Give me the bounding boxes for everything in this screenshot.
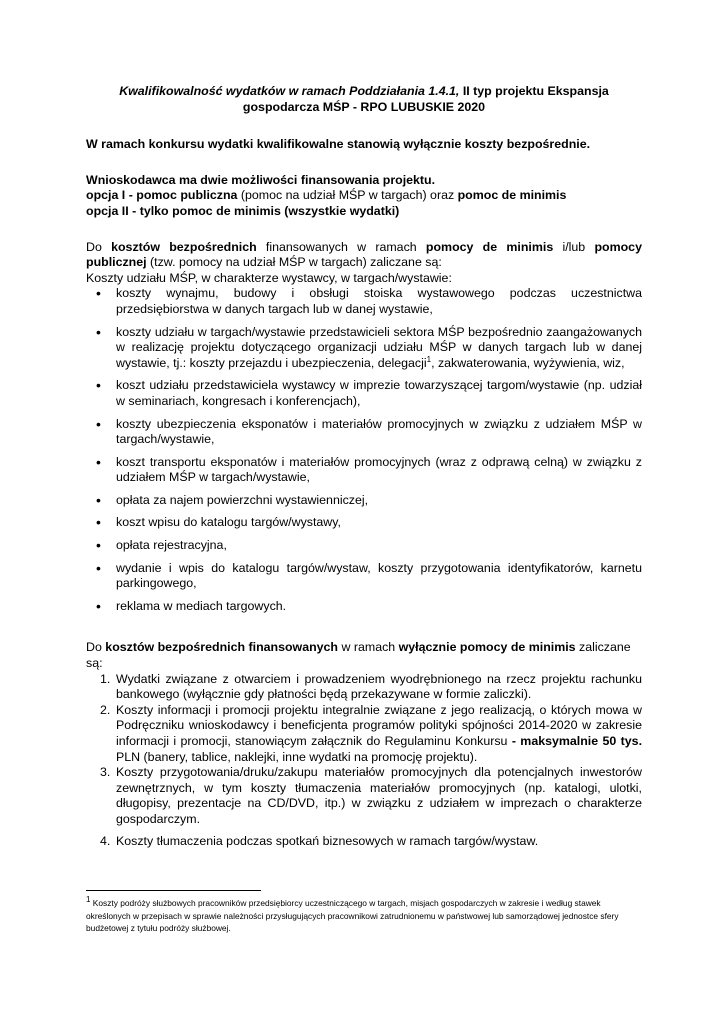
title-italic: Kwalifikowalność wydatków w ramach Poddziałania 1.4.1, [119, 84, 460, 98]
option-1-desc: (pomoc na udział MŚP w targach) oraz [237, 188, 458, 203]
s1-text-b: kosztów bezpośrednich [111, 239, 257, 254]
s1-text-d: pomocy de minimis [425, 239, 554, 254]
item-number: 3. [100, 765, 111, 780]
footnote-text: Koszty podróży służbowych pracowników przedsiębiorcy uczestniczącego w targach, misjach gospodarczych w zakresie i według stawek określonych w przepisach w sprawie należności przysługujących pracownikowi zatrudnionemu w państwowej lub samorządowej jednostce sfery budżetowej z tytułu podróży służbowej. [86, 898, 619, 933]
document-title [86, 84, 642, 115]
list-item [86, 765, 642, 827]
document-page [86, 84, 642, 849]
section-2-list [86, 672, 642, 850]
item-number: 4. [100, 833, 111, 848]
list-item [86, 834, 642, 850]
option-1-deminimis: pomoc de minimis [457, 188, 567, 203]
footnote-divider [86, 890, 261, 891]
section-1 [86, 240, 642, 615]
item-number: 2. [100, 702, 111, 717]
option-1 [86, 188, 642, 204]
item-tail: PLN (banery, tablice, naklejki, inne wydatki na promocję projektu). [116, 749, 478, 764]
footnote [86, 897, 642, 935]
s1-text-a: Do [86, 239, 112, 254]
item-number: 1. [100, 671, 111, 686]
section-2-intro [86, 640, 642, 671]
list-item: • koszty wynajmu, budowy i obsługi stoiska wystawowego podczas uczestnictwa przedsiębiorstwa w danych targach lub w danej wystawie, [86, 286, 642, 317]
intro-paragraph: W ramach konkursu wydatki kwalifikowalne stanowią wyłącznie koszty bezpośrednie. [86, 137, 591, 152]
section-2 [86, 640, 642, 849]
section-1-intro [86, 240, 642, 271]
s2-text-c: w ramach [338, 640, 399, 655]
s2-text-a: Do [86, 640, 106, 655]
s1-text-f: pomocy publicznej [86, 239, 642, 270]
item-text: Koszty przygotowania/druku/zakupu materiałów promocyjnych dla potencjalnych inwestorów zewnętrznych, w tym koszty tłumaczenia materiałów promocyjnych (np. katalogi, ulotki, długopisy, prezentacje na CD/DVD, itp.) w związku z udziałem w imprezach o charakterze gospodarczym. [116, 765, 642, 826]
list-item-tail: , zakwaterowania, wyżywienia, wiz, [431, 355, 625, 370]
options-heading: Wnioskodawca ma dwie możliwości finansowania projektu. [86, 172, 436, 187]
item-text: Koszty tłumaczenia podczas spotkań biznesowych w ramach targów/wystaw. [116, 833, 539, 848]
s1-text-e: i/lub [553, 239, 595, 254]
item-text: Koszty informacji i promocji projektu integralnie związane z jego realizacją, o których mowa w Podręczniku wnioskodawcy i beneficjenta programów polityki spójności 2014-2020 w zakresie informacji i promocji, stanowiącym załącznik do Regulaminu Konkursu [116, 702, 642, 748]
s1-text-g: (tzw. pomocy na udział MŚP w targach) zaliczane są: [146, 255, 442, 270]
list-item: • koszt udziału przedstawiciela wystawcy w imprezie towarzyszącej targom/wystawie (np. udział w seminariach, kongresach i konferencjach), [86, 378, 642, 409]
option-1-label: opcja I - pomoc publiczna [86, 188, 238, 203]
list-item [86, 703, 642, 765]
option-2: opcja II - tylko pomoc de minimis (wszystkie wydatki) [86, 203, 400, 218]
item-bold: - maksymalnie 50 tys. [511, 734, 643, 748]
title-rest: II typ projektu Ekspansja gospodarcza MŚP - RPO LUBUSKIE 2020 [242, 84, 609, 114]
s2-text-e: zaliczane są: [86, 640, 631, 671]
options-block [86, 173, 642, 220]
list-item-text: koszty udziału w targach/wystawie przedstawicieli sektora MŚP bezpośrednio zaangażowanych w realizację projektu dotyczącego organizacji udziału MŚP w danych targach lub w danej wystawie, tj.: koszty przejazdu i ubezpieczenia, delegacji [116, 324, 642, 370]
item-text: Wydatki związane z otwarciem i prowadzeniem wyodrębnionego na rzecz projektu rachunku bankowego (wyłącznie gdy płatności będą przekazywane w formie zaliczki). [116, 671, 642, 702]
footnote-mark: 1 [86, 895, 91, 905]
list-item: • opłata za najem powierzchni wystawienniczej, [86, 493, 642, 509]
list-item: • reklama w mediach targowych. [86, 599, 642, 615]
list-item: • opłata rejestracyjna, [86, 538, 642, 554]
list-item: • koszty ubezpieczenia eksponatów i materiałów promocyjnych w związku z udziałem MŚP w targach/wystawie, [86, 417, 642, 448]
s2-text-b: kosztów bezpośrednich finansowanych [105, 640, 339, 655]
section-1-subintro: Koszty udziału MŚP, w charakterze wystawcy, w targach/wystawie: [86, 270, 452, 285]
list-item: • koszt wpisu do katalogu targów/wystawy, [86, 515, 642, 531]
s2-text-d: wyłącznie pomocy de minimis [398, 640, 576, 655]
footnote-ref: 1 [426, 354, 432, 364]
list-item [86, 672, 642, 703]
list-item: • wydanie i wpis do katalogu targów/wystaw, koszty przygotowania identyfikatorów, karnetu parkingowego, [86, 561, 642, 592]
list-item: • koszt transportu eksponatów i materiałów promocyjnych (wraz z odprawą celną) w związku z udziałem MŚP w targach/wystawie, [86, 455, 642, 486]
section-1-list [86, 286, 642, 614]
list-item [86, 325, 642, 372]
s1-text-c: finansowanych w ramach [256, 239, 426, 254]
